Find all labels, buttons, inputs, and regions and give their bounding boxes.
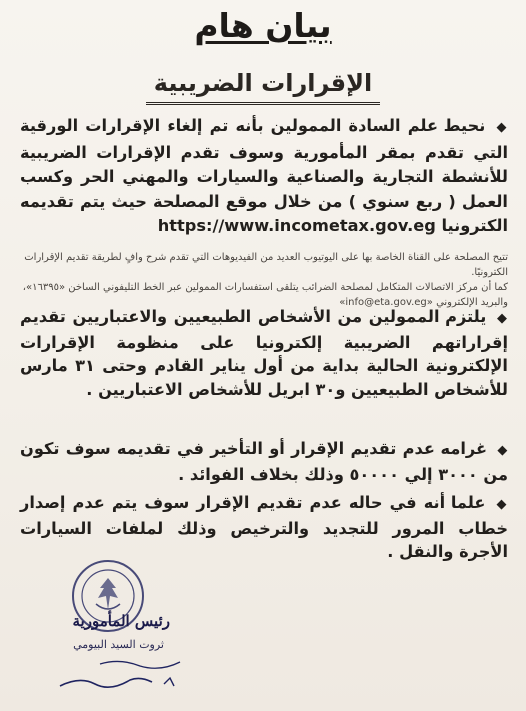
note-youtube: تتيح المصلحة على القناة الخاصة بها على اليوتيوب العديد من الفيديوهات التي تقدم شرح وافٍ لطريقة تقديم الإقرارات الكترونيًا. — [24, 252, 508, 278]
main-title: بيان هام — [194, 6, 332, 45]
bullet-diamond-icon: ◆ — [497, 311, 508, 326]
paragraph-text: نحيط علم السادة الممولين بأنه تم إلغاء الإقرارات الورقية التي تقدم بمقر المأمورية وسوف تقدم الإقرارات الضريبية للأنشطة التجارية والصناعية والسيارات والمهني الحر وكسب العمل ( ربع سنوي ) من خلال موقع المصلحة حيث يتم تقديمه الكترونيا — [20, 116, 508, 235]
bullet-diamond-icon: ◆ — [497, 443, 508, 458]
subtitle-wrap — [0, 68, 526, 105]
paragraph-obligation — [20, 305, 508, 401]
bullet-diamond-icon: ◆ — [496, 497, 508, 512]
bullet-diamond-icon: ◆ — [496, 120, 509, 135]
paragraph-text: يلتزم الممولين من الأشخاص الطبيعيين والاعتباريين تقديم إقراراتهم الضريبية إلكترونيا على منظومة الإقرارات الإلكترونية الحالية بداية من أول يناير القادم وحتى ٣١ مارس للأشخاص الطبيعيين و٣٠ ابريل للأشخاص الاعتباريين . — [20, 307, 508, 399]
website-url: https://www.incometax.gov.eg — [157, 216, 436, 235]
paragraph-text: غرامه عدم تقديم الإقرار أو التأخير في تقديمه سوف تكون من ٣٠٠٠ إلي ٥٠٠٠٠ وذلك بخلاف الفوائد . — [20, 439, 508, 484]
signature-name: ثروت السيد البيومي — [73, 638, 164, 651]
paragraph-text: علما أنه في حاله عدم تقديم الإقرار سوف يتم عدم إصدار خطاب المرور للتجديد والترخيص وذلك لملفات السيارات الأجرة والنقل . — [20, 493, 508, 561]
paragraph-cancel-paper-returns — [20, 114, 508, 239]
subtitle: الإقرارات الضريبية — [146, 68, 380, 105]
paragraph-traffic-letter — [20, 491, 508, 564]
paragraph-penalty — [20, 437, 508, 486]
note-call-center: كما أن مركز الاتصالات المتكامل لمصلحة الضرائب يتلقى استفسارات الممولين عبر الخط التليفوني الساخن «١٦٣٩٥»، والبريد الإلكتروني «info@eta.gov.eg» — [22, 282, 508, 308]
header — [0, 6, 526, 46]
signature-block — [40, 606, 210, 706]
signature-title: رئيس المأمورية — [72, 612, 170, 630]
